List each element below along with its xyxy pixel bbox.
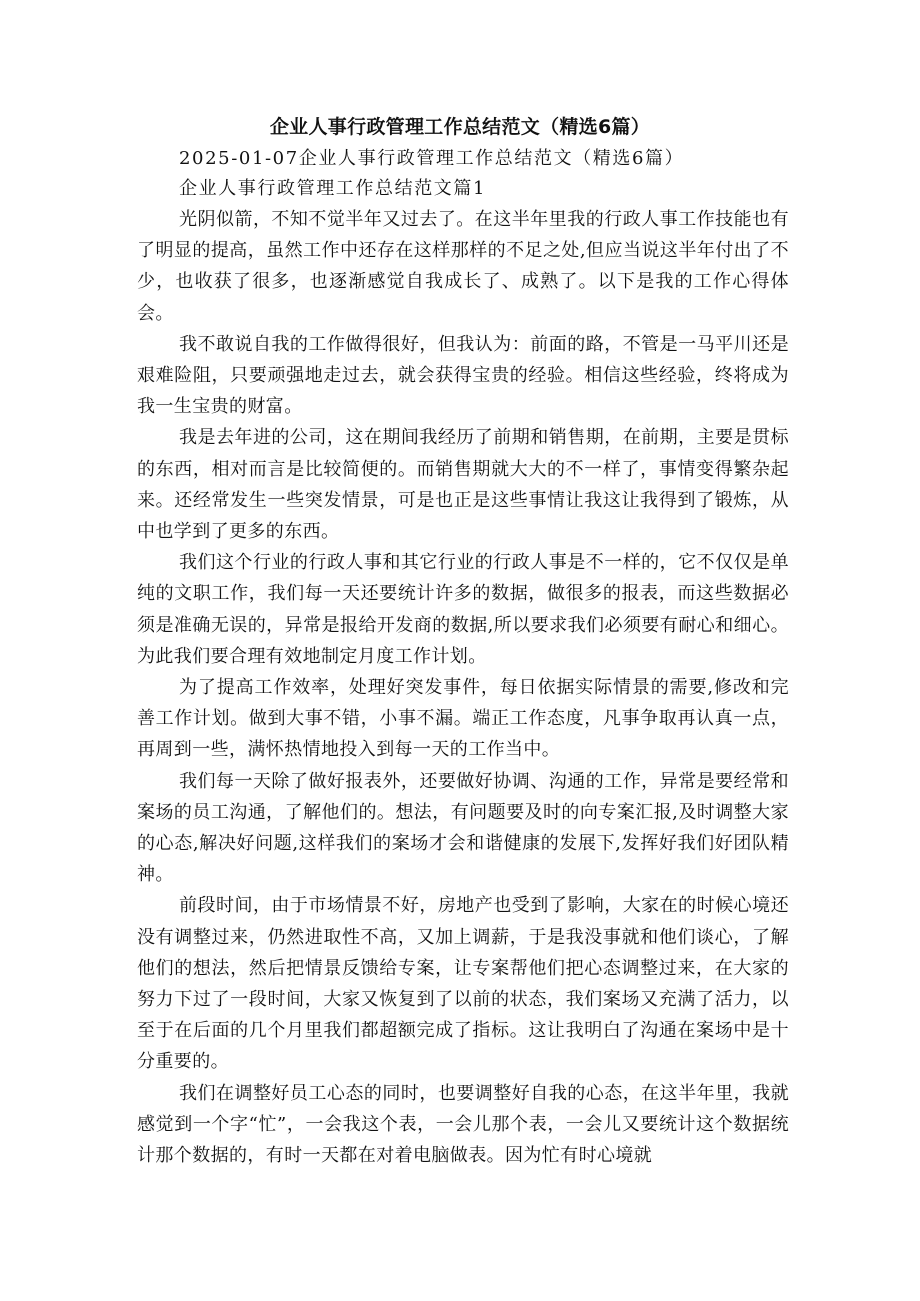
paragraph: 我们这个行业的行政人事和其它行业的行政人事是不一样的，它不仅仅是单纯的文职工作，我们每一天还要统计许多的数据，做很多的报表，而这些数据必须是准确无误的，异常是报给开发商的数据,所以要求我们必须要有耐心和细心。为此我们要合理有效地制定月度工作计划。 bbox=[137, 552, 789, 667]
date-line: 2025-01-07企业人事行政管理工作总结范文（精选6篇） bbox=[179, 148, 685, 169]
paragraph: 光阴似箭，不知不觉半年又过去了。在这半年里我的行政人事工作技能也有了明显的提高，虽然工作中还存在这样那样的不足之处,但应当说这半年付出了不少，也收获了很多，也逐渐感觉自我成长了、成熟了。以下是我的工作心得体会。 bbox=[137, 209, 789, 324]
paragraph: 为了提高工作效率，处理好突发事件，每日依据实际情景的需要,修改和完善工作计划。做到大事不错，小事不漏。端正工作态度，凡事争取再认真一点，再周到一些，满怀热情地投入到每一天的工作当中。 bbox=[137, 677, 789, 761]
document-title: 企业人事行政管理工作总结范文（精选6篇） bbox=[269, 116, 651, 138]
document-body bbox=[137, 204, 789, 1171]
paragraph: 前段时间，由于市场情景不好，房地产也受到了影响，大家在的时候心境还没有调整过来，仍然进取性不高，又加上调薪，于是我没事就和他们谈心，了解他们的想法，然后把情景反馈给专案，让专案帮他们把心态调整过来，在大家的努力下过了一段时间，大家又恢复到了以前的状态，我们案场又充满了活力，以至于在后面的几个月里我们都超额完成了指标。这让我明白了沟通在案场中是十分重要的。 bbox=[137, 895, 789, 1073]
section-heading: 企业人事行政管理工作总结范文篇1 bbox=[179, 178, 487, 199]
paragraph: 我们在调整好员工心态的同时，也要调整好自我的心态，在这半年里，我就感觉到一个字“忙”，一会我这个表，一会儿那个表，一会儿又要统计这个数据统计那个数据的，有时一天都在对着电脑做表。因为忙有时心境就 bbox=[137, 1082, 789, 1167]
paragraph: 我是去年进的公司，这在期间我经历了前期和销售期，在前期，主要是贯标的东西，相对而言是比较简便的。而销售期就大大的不一样了，事情变得繁杂起来。还经常发生一些突发情景，可是也正是这些事情让我这让我得到了锻炼，从中也学到了更多的东西。 bbox=[137, 427, 789, 543]
paragraph: 我们每一天除了做好报表外，还要做好协调、沟通的工作，异常是要经常和案场的员工沟通，了解他们的。想法，有问题要及时的向专案汇报,及时调整大家的心态,解决好问题,这样我们的案场才会和谐健康的发展下,发挥好我们好团队精神。 bbox=[137, 770, 789, 886]
paragraph: 我不敢说自我的工作做得很好，但我认为：前面的路，不管是一马平川还是艰难险阻，只要顽强地走过去，就会获得宝贵的经验。相信这些经验，终将成为我一生宝贵的财富。 bbox=[137, 333, 789, 418]
